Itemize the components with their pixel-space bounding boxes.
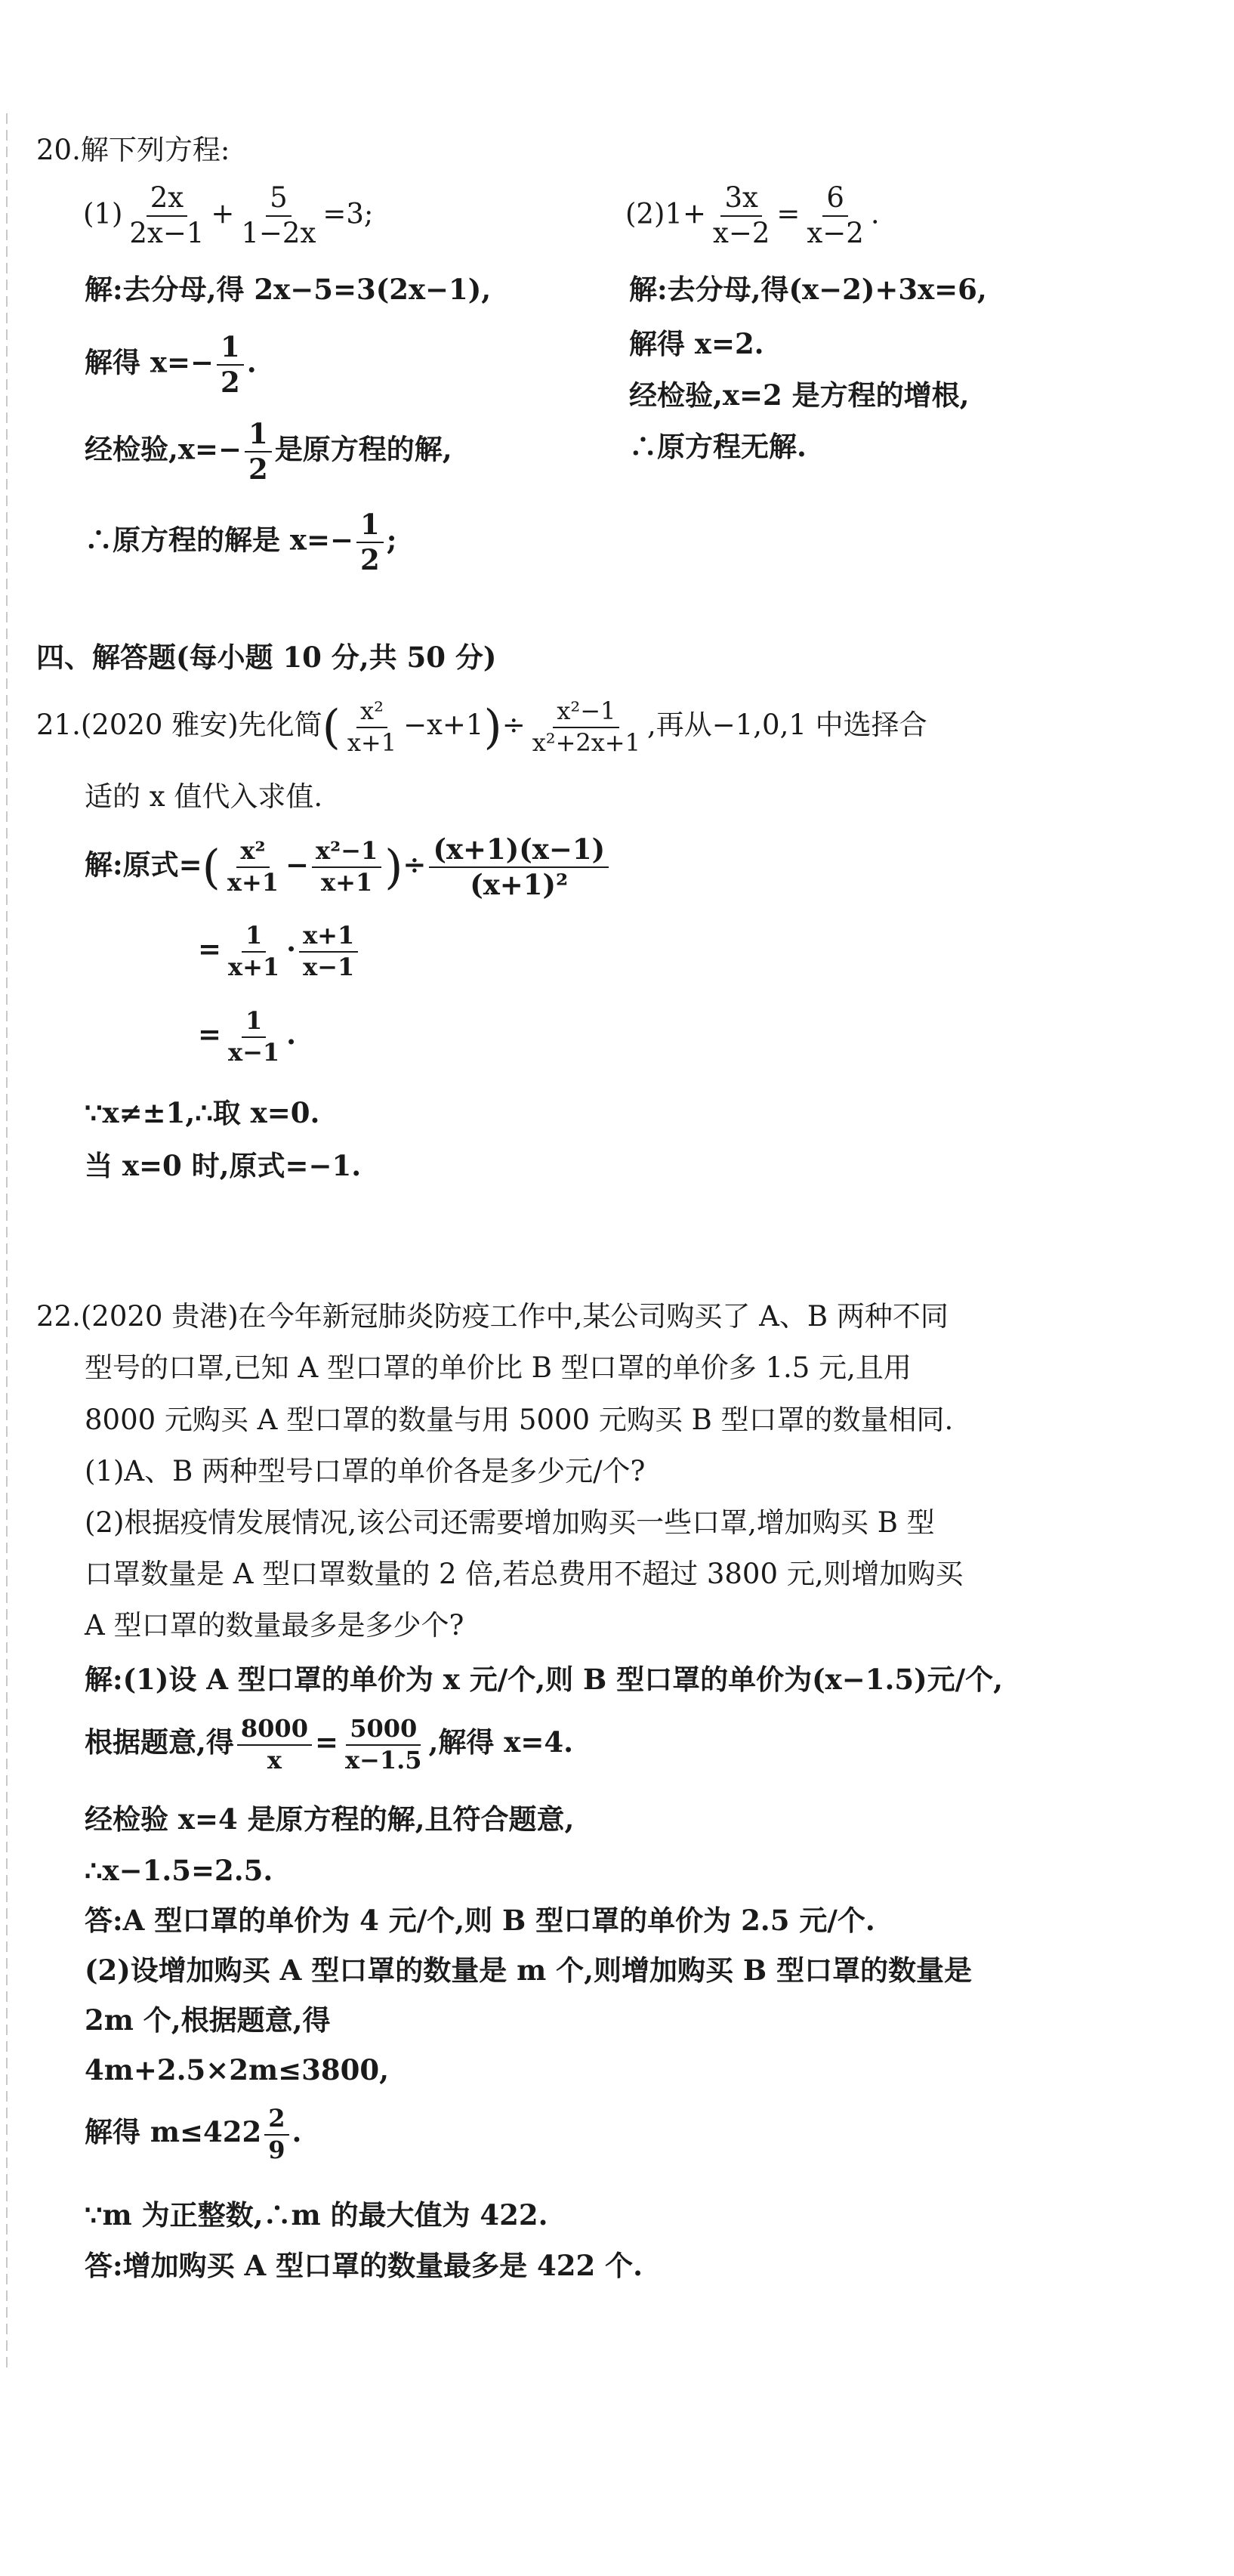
denominator: 2 <box>220 365 240 399</box>
numerator: 6 <box>822 184 848 217</box>
q22-line2: 型号的口罩,已知 A 型口罩的单价比 B 型口罩的单价多 1.5 元,且用 <box>85 1351 912 1384</box>
q20-s2-line1: 解:去分母,得(x−2)+3x=6, <box>629 273 987 306</box>
numerator: x²−1 <box>312 839 381 868</box>
denominator: 2 <box>359 542 380 576</box>
text: ,解得 x=4. <box>428 1725 573 1759</box>
q22-sol-line4: ∴x−1.5=2.5. <box>85 1854 273 1887</box>
fraction <box>429 832 609 901</box>
q20-problem-2 <box>625 181 880 249</box>
fraction <box>356 510 384 575</box>
q20-title: 20.解下列方程: <box>36 134 230 166</box>
numerator: x+1 <box>299 923 358 953</box>
q20-s1-line1: 解:去分母,得 2x−5=3(2x−1), <box>85 273 492 306</box>
numerator: x² <box>356 699 387 728</box>
period: . <box>292 2115 302 2149</box>
denominator: x+1 <box>347 727 397 757</box>
numerator: x²−1 <box>553 699 619 728</box>
denominator: x−1 <box>303 952 355 981</box>
numerator: 5 <box>266 184 292 217</box>
q20-s1-line2 <box>85 332 257 397</box>
fraction <box>224 923 283 980</box>
text: ,再从−1,0,1 中选择合 <box>646 709 927 742</box>
q21-sol-line1 <box>85 832 612 901</box>
text: ; <box>386 523 397 557</box>
fraction <box>237 1716 312 1773</box>
period: . <box>870 197 880 230</box>
fraction <box>264 2106 288 2163</box>
numerator: 1 <box>242 923 266 953</box>
operator: − <box>285 848 310 882</box>
denominator: x²+2x+1 <box>532 727 640 757</box>
label: (1) <box>83 197 123 230</box>
text: 经检验,x=− <box>85 432 242 466</box>
period: . <box>246 345 257 379</box>
q20-s2-line3: 经检验,x=2 是方程的增根, <box>629 378 970 412</box>
numerator: 3x <box>720 184 761 217</box>
period: . <box>286 1018 297 1052</box>
denominator: x+1 <box>228 952 280 981</box>
q21-line1 <box>36 699 927 755</box>
denominator: x−1.5 <box>344 1745 422 1774</box>
numerator: 2 <box>264 2106 288 2136</box>
denominator: x <box>267 1745 282 1774</box>
q22-sol-line5: 答:A 型口罩的单价为 4 元/个,则 B 型口罩的单价为 2.5 元/个. <box>85 1904 875 1937</box>
fraction <box>224 836 282 897</box>
denominator: x−2 <box>712 216 770 249</box>
q22-sol-line6: (2)设增加购买 A 型口罩的数量是 m 个,则增加购买 B 型口罩的数量是 <box>85 1954 973 1987</box>
q20-s1-line4 <box>85 510 396 575</box>
q22-line7: A 型口罩的数量最多是多少个? <box>85 1609 464 1642</box>
q22-line5: (2)根据疫情发展情况,该公司还需要增加购买一些口罩,增加购买 B 型 <box>85 1506 935 1539</box>
fraction <box>803 181 867 249</box>
fraction <box>245 419 272 484</box>
text: 解:原式= <box>85 848 202 882</box>
numerator: 1 <box>356 510 384 543</box>
denominator: 2x−1 <box>129 216 205 249</box>
numerator: x² <box>236 839 269 868</box>
q20-s2-line2: 解得 x=2. <box>629 327 764 360</box>
q21-when: 当 x=0 时,原式=−1. <box>85 1149 362 1182</box>
q22-line3: 8000 元购买 A 型口罩的数量与用 5000 元购买 B 型口罩的数量相同. <box>85 1404 954 1436</box>
q21-sol-line2 <box>198 923 361 980</box>
operator: + <box>211 197 235 230</box>
q22-line1: 22.(2020 贵港)在今年新冠肺炎防疫工作中,某公司购买了 A、B 两种不同 <box>36 1300 949 1333</box>
operator: = <box>776 197 801 230</box>
section-heading: 四、解答题(每小题 10 分,共 50 分) <box>36 641 497 674</box>
q22-line4: (1)A、B 两种型号口罩的单价各是多少元/个? <box>85 1455 646 1487</box>
text: 解得 x=− <box>85 345 214 379</box>
denominator: x−1 <box>228 1037 280 1067</box>
operator: ÷ <box>403 848 427 882</box>
q22-line6: 口罩数量是 A 型口罩数量的 2 倍,若总费用不超过 3800 元,则增加购买 <box>85 1558 964 1590</box>
q20-s1-line3 <box>85 419 452 484</box>
text: 解得 m≤422 <box>85 2115 262 2149</box>
numerator: 1 <box>245 419 272 452</box>
rhs: =3; <box>322 197 374 230</box>
fraction <box>312 836 381 897</box>
q21-sol-line3 <box>198 1008 296 1065</box>
paren: ( <box>322 699 341 755</box>
q22-sol-line11: 答:增加购买 A 型口罩的数量最多是 422 个. <box>85 2249 643 2282</box>
fraction <box>237 181 319 249</box>
fraction <box>299 923 358 980</box>
q21-line2: 适的 x 值代入求值. <box>85 780 323 813</box>
paren: ( <box>202 839 221 894</box>
q22-sol-line7: 2m 个,根据题意,得 <box>85 2003 331 2037</box>
q20-problem-1 <box>83 181 374 249</box>
q22-sol-line1: 解:(1)设 A 型口罩的单价为 x 元/个,则 B 型口罩的单价为(x−1.5)元/个, <box>85 1663 1003 1696</box>
fraction <box>125 181 208 249</box>
operator: ÷ <box>501 709 526 742</box>
denominator: 2 <box>248 452 268 486</box>
numerator: 2x <box>147 184 187 217</box>
operator: = <box>314 1725 338 1759</box>
denominator: x+1 <box>321 867 373 897</box>
text: −x+1 <box>403 709 484 742</box>
denominator: 9 <box>268 2135 285 2164</box>
numerator: 1 <box>217 332 244 366</box>
numerator: 5000 <box>346 1716 421 1746</box>
fraction <box>224 1008 283 1065</box>
fraction <box>709 181 773 249</box>
operator: = <box>198 932 222 966</box>
operator: = <box>198 1018 222 1052</box>
q22-sol-line3: 经检验 x=4 是原方程的解,且符合题意, <box>85 1802 575 1836</box>
q22-sol-line9 <box>85 2106 301 2163</box>
text: 21.(2020 雅安)先化简 <box>36 709 322 742</box>
q22-sol-line2 <box>85 1716 573 1773</box>
text: 是原方程的解, <box>274 432 452 466</box>
fraction <box>529 699 644 755</box>
operator: · <box>286 932 297 966</box>
q21-because: ∵x≠±1,∴取 x=0. <box>85 1096 320 1129</box>
denominator: x−2 <box>807 216 864 249</box>
text: 根据题意,得 <box>85 1725 234 1759</box>
numerator: 8000 <box>237 1716 312 1746</box>
denominator: x+1 <box>227 867 279 897</box>
fraction <box>217 332 244 397</box>
fraction <box>344 699 400 755</box>
q22-sol-line8: 4m+2.5×2m≤3800, <box>85 2053 390 2086</box>
label: (2)1+ <box>625 197 706 230</box>
numerator: 1 <box>242 1008 266 1038</box>
margin-line <box>6 113 8 2372</box>
numerator: (x+1)(x−1) <box>429 835 609 868</box>
denominator: (x+1)² <box>470 867 569 901</box>
q20-s2-line4: ∴原方程无解. <box>629 430 807 463</box>
text: ∴原方程的解是 x=− <box>85 523 353 557</box>
denominator: 1−2x <box>241 216 316 249</box>
q22-sol-line10: ∵m 为正整数,∴m 的最大值为 422. <box>85 2198 548 2232</box>
paren: ) <box>483 699 502 755</box>
fraction <box>341 1716 426 1773</box>
paren: ) <box>384 839 403 894</box>
